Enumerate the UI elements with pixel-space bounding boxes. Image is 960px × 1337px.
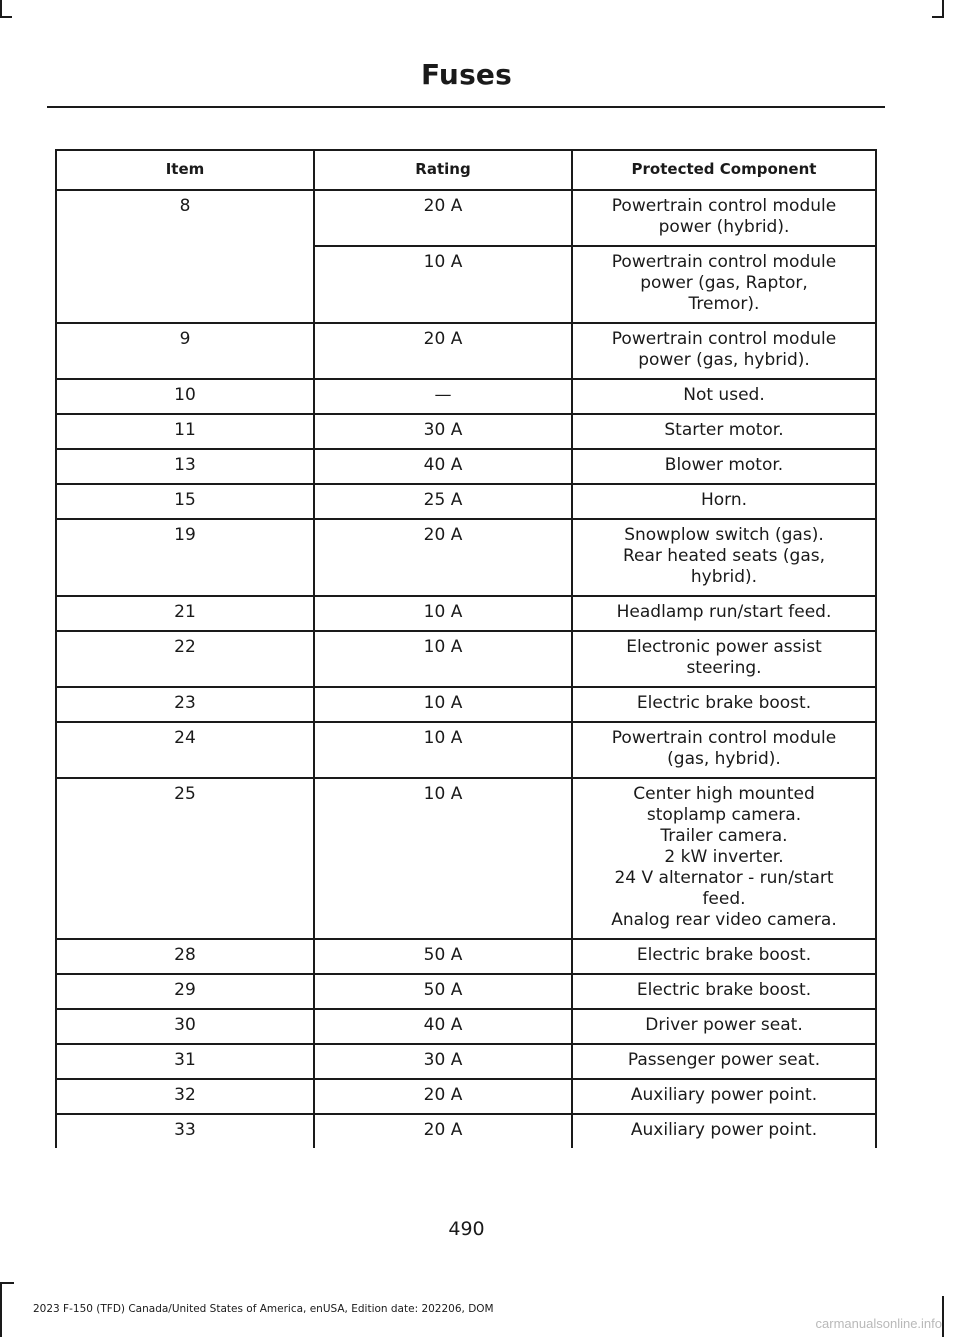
table-row <box>56 414 876 449</box>
cell-protected-component: Starter motor. <box>572 414 876 449</box>
cell-item: 33 <box>56 1114 314 1148</box>
cell-protected-component: Electric brake boost. <box>572 974 876 1009</box>
footer-edition: 2023 F-150 (TFD) Canada/United States of America, enUSA, Edition date: 202206, DOM <box>33 1303 494 1315</box>
cell-protected-component: Blower motor. <box>572 449 876 484</box>
cell-protected-component: Powertrain control module (gas, hybrid). <box>572 722 876 778</box>
title-divider <box>47 106 885 108</box>
cell-protected-component: Electric brake boost. <box>572 939 876 974</box>
cell-protected-component: Powertrain control module power (gas, hybrid). <box>572 323 876 379</box>
fuse-table-body <box>56 190 876 1148</box>
table-row <box>56 974 876 1009</box>
page-number: 490 <box>448 1218 485 1240</box>
column-header-item: Item <box>56 150 314 190</box>
watermark: carmanualsonline.info <box>815 1316 942 1331</box>
table-row <box>56 1044 876 1079</box>
crop-mark-bottom-left-h <box>0 1282 14 1284</box>
cell-protected-component: Powertrain control module power (hybrid). <box>572 190 876 246</box>
table-row <box>56 323 876 379</box>
table-row <box>56 939 876 974</box>
table-row <box>56 1114 876 1148</box>
cell-item: 9 <box>56 323 314 379</box>
cell-rating: 10 A <box>314 631 572 687</box>
cell-rating: 25 A <box>314 484 572 519</box>
cell-protected-component: Auxiliary power point. <box>572 1079 876 1114</box>
crop-mark-bottom-right <box>942 1296 944 1337</box>
cell-rating: 10 A <box>314 722 572 778</box>
crop-mark-bottom-left <box>0 1282 2 1337</box>
cell-rating: 10 A <box>314 246 572 323</box>
cell-rating: 20 A <box>314 1079 572 1114</box>
cell-item: 31 <box>56 1044 314 1079</box>
column-header-rating: Rating <box>314 150 572 190</box>
cell-protected-component: Headlamp run/start feed. <box>572 596 876 631</box>
cell-rating: 10 A <box>314 778 572 939</box>
cell-rating: 50 A <box>314 974 572 1009</box>
cell-protected-component: Snowplow switch (gas). Rear heated seats (gas, hybrid). <box>572 519 876 596</box>
cell-item: 19 <box>56 519 314 596</box>
cell-rating: 30 A <box>314 414 572 449</box>
cell-item: 29 <box>56 974 314 1009</box>
table-row <box>56 1079 876 1114</box>
table-row <box>56 519 876 596</box>
cell-item: 21 <box>56 596 314 631</box>
cell-protected-component: Powertrain control module power (gas, Raptor, Tremor). <box>572 246 876 323</box>
cell-protected-component: Auxiliary power point. <box>572 1114 876 1148</box>
table-row <box>56 596 876 631</box>
cell-item: 32 <box>56 1079 314 1114</box>
cell-rating: 30 A <box>314 1044 572 1079</box>
cell-rating: 10 A <box>314 687 572 722</box>
cell-rating: 20 A <box>314 1114 572 1148</box>
cell-rating: 20 A <box>314 323 572 379</box>
table-row <box>56 1009 876 1044</box>
cell-rating: 20 A <box>314 190 572 246</box>
cell-item: 24 <box>56 722 314 778</box>
cell-item: 8 <box>56 190 314 323</box>
cell-item: 28 <box>56 939 314 974</box>
cell-rating: 40 A <box>314 449 572 484</box>
cell-rating: 50 A <box>314 939 572 974</box>
cell-rating: — <box>314 379 572 414</box>
table-row <box>56 190 876 246</box>
table-row <box>56 778 876 939</box>
cell-protected-component: Driver power seat. <box>572 1009 876 1044</box>
table-header-row <box>56 150 876 190</box>
cell-item: 30 <box>56 1009 314 1044</box>
fuse-table <box>55 149 877 1148</box>
table-row <box>56 631 876 687</box>
cell-protected-component: Center high mounted stoplamp camera. Trailer camera. 2 kW inverter. 24 V alternator - run/start feed. Analog rear video camera. <box>572 778 876 939</box>
crop-mark-top-right-h <box>932 16 944 18</box>
table-row <box>56 449 876 484</box>
crop-mark-top-left-h <box>0 16 12 18</box>
column-header-protected-component: Protected Component <box>572 150 876 190</box>
cell-item: 11 <box>56 414 314 449</box>
cell-protected-component: Electronic power assist steering. <box>572 631 876 687</box>
cell-item: 23 <box>56 687 314 722</box>
page-title: Fuses <box>421 58 512 91</box>
cell-item: 22 <box>56 631 314 687</box>
cell-rating: 10 A <box>314 596 572 631</box>
table-row <box>56 484 876 519</box>
cell-item: 13 <box>56 449 314 484</box>
table-row <box>56 687 876 722</box>
cell-rating: 40 A <box>314 1009 572 1044</box>
cell-protected-component: Not used. <box>572 379 876 414</box>
cell-rating: 20 A <box>314 519 572 596</box>
cell-protected-component: Electric brake boost. <box>572 687 876 722</box>
cell-item: 10 <box>56 379 314 414</box>
cell-protected-component: Horn. <box>572 484 876 519</box>
cell-item: 15 <box>56 484 314 519</box>
cell-item: 25 <box>56 778 314 939</box>
cell-protected-component: Passenger power seat. <box>572 1044 876 1079</box>
table-row <box>56 379 876 414</box>
table-row <box>56 722 876 778</box>
